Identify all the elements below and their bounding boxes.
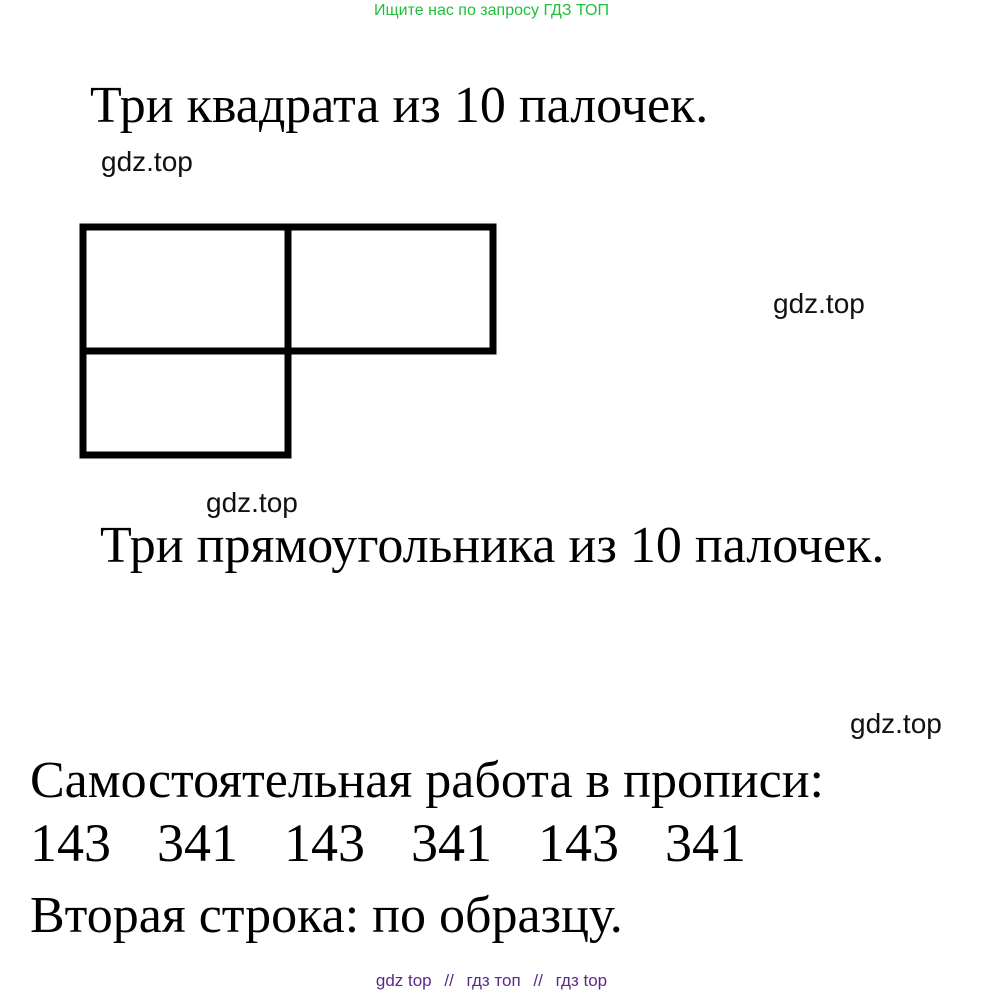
square-bottom-left bbox=[83, 351, 288, 455]
number-item: 143 bbox=[284, 813, 365, 873]
number-item: 143 bbox=[30, 813, 111, 873]
number-item: 341 bbox=[157, 813, 238, 873]
task1-title: Три квадрата из 10 палочек. bbox=[90, 77, 709, 134]
watermark-1: gdz.top bbox=[101, 146, 193, 177]
number-item: 341 bbox=[665, 813, 746, 873]
number-item: 341 bbox=[411, 813, 492, 873]
numbers-row bbox=[30, 813, 746, 873]
square-top-right bbox=[288, 227, 493, 351]
self-work-title: Самостоятельная работа в прописи: bbox=[30, 752, 824, 809]
watermark-3: gdz.top bbox=[206, 487, 298, 518]
footer-separator: // bbox=[533, 971, 543, 990]
footer-links bbox=[0, 971, 983, 991]
footer-link[interactable]: gdz top bbox=[375, 971, 432, 990]
self-work-note: Вторая строка: по образцу. bbox=[30, 887, 623, 944]
footer-separator: // bbox=[444, 971, 454, 990]
number-item: 143 bbox=[538, 813, 619, 873]
square-top-left bbox=[83, 227, 288, 351]
watermark-4: gdz.top bbox=[850, 708, 942, 739]
watermark-2: gdz.top bbox=[773, 288, 865, 319]
top-banner-text: Ищите нас по запросу ГДЗ ТОП bbox=[374, 2, 609, 19]
footer-link[interactable]: гдз топ bbox=[466, 971, 521, 990]
three-squares-figure bbox=[70, 215, 510, 470]
footer-link[interactable]: гдз top bbox=[555, 971, 608, 990]
task2-title: Три прямоугольника из 10 палочек. bbox=[100, 517, 885, 574]
